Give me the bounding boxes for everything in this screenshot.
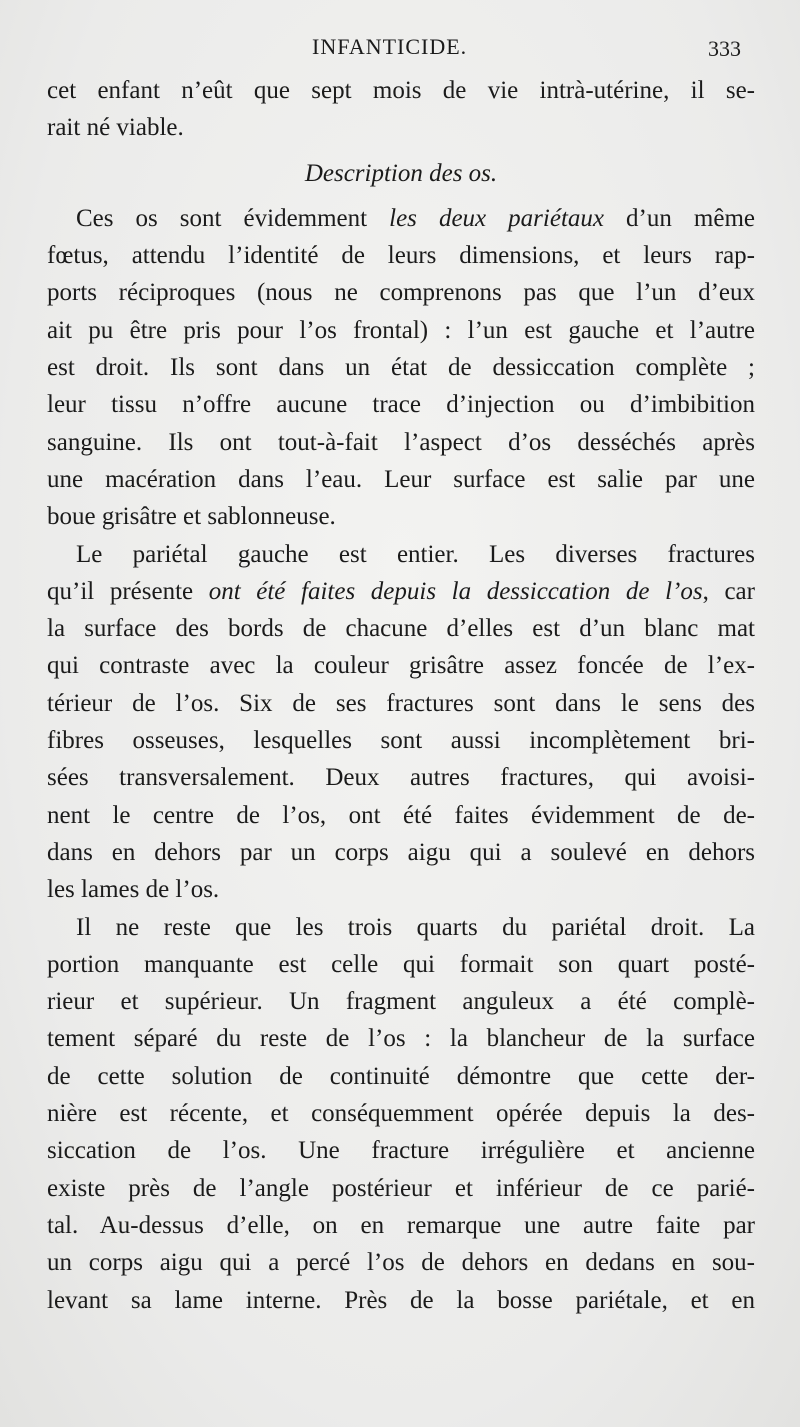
text-line: nière est récente, et conséquemment opérée depuis la des- bbox=[47, 1100, 755, 1128]
text-run: d’un même bbox=[604, 204, 755, 232]
text-line: rieur et supérieur. Un fragment anguleux a été complè- bbox=[47, 988, 755, 1016]
text-line: tement séparé du reste de l’os : la blancheur de la surface bbox=[47, 1025, 755, 1053]
text-line: est droit. Ils sont dans un état de dessiccation complète ; bbox=[47, 354, 755, 382]
text-run: , car bbox=[702, 577, 755, 605]
text-line: les lames de l’os. bbox=[47, 876, 220, 904]
text-line: qui contraste avec la couleur grisâtre assez foncée de l’ex- bbox=[47, 652, 755, 680]
text-run: qu’il présente bbox=[47, 577, 209, 605]
text-line: tal. Au-dessus d’elle, on en remarque une autre faite par bbox=[47, 1211, 755, 1239]
text-line: siccation de l’os. Une fracture irrégulière et ancienne bbox=[47, 1137, 755, 1165]
text-line bbox=[47, 200, 755, 237]
text-line: une macération dans l’eau. Leur surface est salie par une bbox=[47, 465, 755, 493]
text-line: ait pu être pris pour l’os frontal) : l’un est gauche et l’autre bbox=[47, 316, 755, 344]
italic-run: ont été faites depuis la dessiccation de l’os bbox=[208, 577, 703, 605]
text-line: existe près de l’angle postérieur et inférieur de ce parié- bbox=[47, 1174, 755, 1202]
text-line: cet enfant n’eût que sept mois de vie intrà-utérine, il se- bbox=[47, 77, 755, 104]
text-line: fœtus, attendu l’identité de leurs dimensions, et leurs rap- bbox=[47, 242, 755, 270]
text-line: un corps aigu qui a percé l’os de dehors en dedans en sou- bbox=[47, 1249, 755, 1277]
text-line: portion manquante est celle qui formait son quart posté- bbox=[47, 950, 755, 978]
italic-run: les deux pariétaux bbox=[389, 204, 604, 232]
text-line bbox=[47, 573, 755, 610]
text-line: ports réciproques (nous ne comprenons pas que l’un d’eux bbox=[47, 279, 755, 307]
text-line: fibres osseuses, lesquelles sont aussi incomplètement bri- bbox=[47, 727, 755, 755]
body-text bbox=[47, 72, 755, 1319]
text-line: dans en dehors par un corps aigu qui a soulevé en dehors bbox=[47, 838, 755, 866]
text-line: Le pariétal gauche est entier. Les diverses fractures bbox=[76, 540, 755, 568]
text-line: levant sa lame interne. Près de la bosse pariétale, et en bbox=[47, 1286, 755, 1314]
section-heading: Description des os. bbox=[304, 159, 498, 187]
text-run: Ces os sont évidemment bbox=[76, 204, 390, 232]
text-line: sanguine. Ils ont tout-à-fait l’aspect d’os desséchés après bbox=[47, 428, 755, 456]
text-line: Il ne reste que les trois quarts du pariétal droit. La bbox=[76, 913, 755, 941]
text-line: boue grisâtre et sablonneuse. bbox=[47, 503, 336, 531]
running-title: INFANTICIDE. bbox=[312, 34, 468, 59]
text-line: sées transversalement. Deux autres fractures, qui avoisi- bbox=[47, 764, 755, 792]
text-line: de cette solution de continuité démontre que cette der- bbox=[47, 1062, 755, 1090]
page-number: 333 bbox=[708, 36, 741, 61]
text-line: leur tissu n’offre aucune trace d’injection ou d’imbibition bbox=[47, 391, 755, 419]
text-line: la surface des bords de chacune d’elles est d’un blanc mat bbox=[47, 615, 755, 643]
text-line: rait né viable. bbox=[47, 114, 184, 142]
text-line: nent le centre de l’os, ont été faites évidemment de de- bbox=[47, 801, 755, 829]
text-line: térieur de l’os. Six de ses fractures sont dans le sens des bbox=[47, 689, 755, 717]
running-head bbox=[0, 34, 800, 64]
